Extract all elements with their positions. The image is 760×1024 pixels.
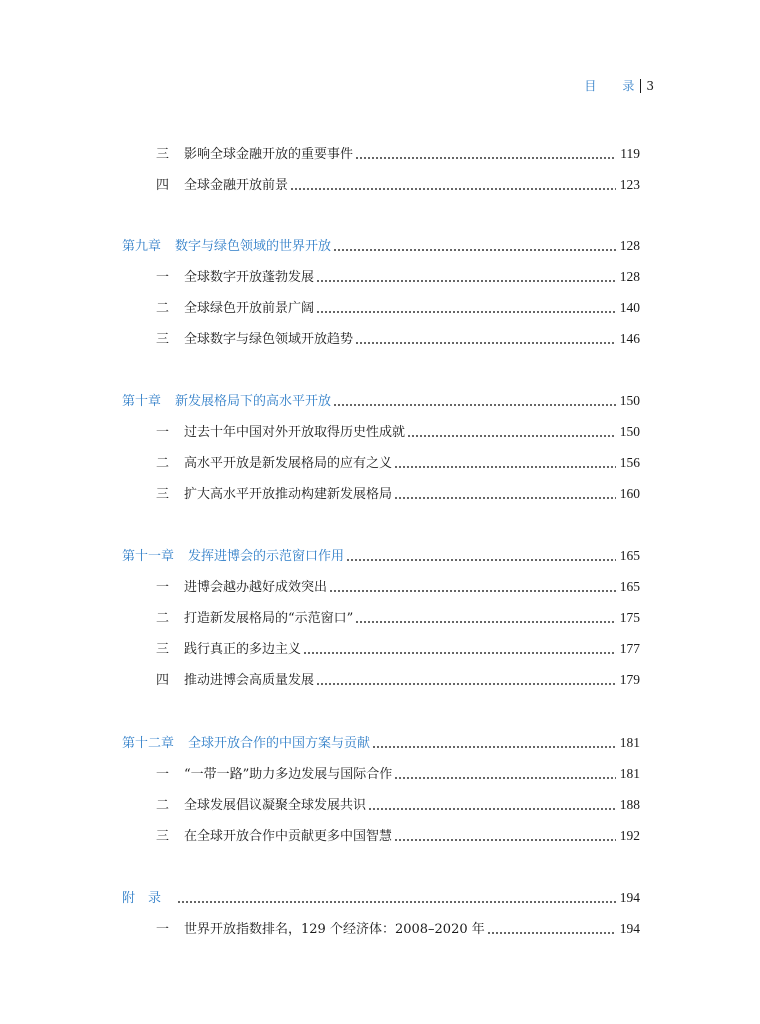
toc-section-entry[interactable] bbox=[122, 484, 640, 504]
toc-entry-page: 150 bbox=[619, 424, 640, 439]
toc-section-entry[interactable] bbox=[122, 144, 640, 164]
dot-leader bbox=[355, 156, 616, 160]
toc-entry-number: 二 bbox=[156, 456, 170, 471]
toc-section-entry[interactable] bbox=[122, 329, 640, 349]
toc-entry-page: 140 bbox=[619, 300, 640, 315]
toc-entry-number: 第九章 bbox=[122, 239, 162, 254]
toc-entry-title: “一带一路”助力多边发展与国际合作 bbox=[184, 767, 393, 782]
dot-leader bbox=[303, 651, 616, 655]
toc-section-entry[interactable] bbox=[122, 298, 640, 318]
toc-chapter-entry[interactable] bbox=[122, 546, 640, 566]
toc-entry-number: 一 bbox=[156, 767, 170, 782]
dot-leader bbox=[316, 682, 616, 686]
toc-entry-page: 128 bbox=[619, 238, 640, 253]
toc-entry-page: 194 bbox=[619, 890, 640, 905]
toc-entry-page: 165 bbox=[619, 579, 640, 594]
toc-entry-title: 打造新发展格局的“示范窗口” bbox=[184, 611, 354, 626]
toc-entry-page: 181 bbox=[619, 735, 640, 750]
toc-chapter-entry[interactable] bbox=[122, 391, 640, 411]
toc-chapter-entry[interactable] bbox=[122, 888, 640, 908]
toc-entry-number: 三 bbox=[156, 829, 170, 844]
toc-entry-number: 一 bbox=[156, 580, 170, 595]
toc-entry-page: 165 bbox=[619, 548, 640, 563]
toc-entry-page: 179 bbox=[619, 672, 640, 687]
toc-entry-number: 三 bbox=[156, 332, 170, 347]
toc-entry-number: 二 bbox=[156, 798, 170, 813]
toc-entry-number: 附 录 bbox=[122, 891, 162, 906]
toc-section-entry[interactable] bbox=[122, 175, 640, 195]
toc-entry-page: 177 bbox=[619, 641, 640, 656]
toc-entry-title: 全球数字与绿色领域开放趋势 bbox=[184, 332, 354, 347]
dot-leader bbox=[333, 248, 616, 252]
toc-entry-title: 扩大高水平开放推动构建新发展格局 bbox=[184, 487, 393, 502]
toc-entry-title: 践行真正的多边主义 bbox=[184, 642, 302, 657]
toc-entry-title: 全球开放合作的中国方案与贡献 bbox=[188, 736, 371, 751]
toc-entry-title: 全球绿色开放前景广阔 bbox=[184, 301, 315, 316]
dot-leader bbox=[368, 807, 616, 811]
dot-leader bbox=[177, 900, 616, 904]
dot-leader bbox=[394, 465, 616, 469]
toc-entry-title: 发挥进博会的示范窗口作用 bbox=[188, 549, 345, 564]
toc-entry-page: 160 bbox=[619, 486, 640, 501]
toc-section-entry[interactable] bbox=[122, 422, 640, 442]
toc-entry-page: 146 bbox=[619, 331, 640, 346]
toc-entry-page: 192 bbox=[619, 828, 640, 843]
toc-entry-number: 第十一章 bbox=[122, 549, 175, 564]
toc-entry-title: 新发展格局下的高水平开放 bbox=[175, 394, 332, 409]
dot-leader bbox=[316, 310, 616, 314]
toc-entry-page: 150 bbox=[619, 393, 640, 408]
toc-section-entry[interactable] bbox=[122, 577, 640, 597]
toc-section-entry[interactable] bbox=[122, 267, 640, 287]
toc-entry-number: 第十章 bbox=[122, 394, 162, 409]
toc-section-entry[interactable] bbox=[122, 795, 640, 815]
toc-chapter-entry[interactable] bbox=[122, 236, 640, 256]
toc-entry-number: 三 bbox=[156, 147, 170, 162]
toc-entry-number: 一 bbox=[156, 922, 170, 937]
toc-section-entry[interactable] bbox=[122, 764, 640, 784]
toc-section-entry[interactable] bbox=[122, 453, 640, 473]
dot-leader bbox=[355, 341, 616, 345]
toc-entry-number: 四 bbox=[156, 178, 170, 193]
dot-leader bbox=[346, 558, 616, 562]
toc-entry-title: 数字与绿色领域的世界开放 bbox=[175, 239, 332, 254]
dot-leader bbox=[355, 620, 615, 624]
toc-entry-title: 进博会越办越好成效突出 bbox=[184, 580, 328, 595]
toc-entry-page: 119 bbox=[620, 146, 640, 161]
toc-entry-title: 全球发展倡议凝聚全球发展共识 bbox=[184, 798, 367, 813]
header-page-number: 3 bbox=[646, 78, 654, 93]
header-section-label: 目 录 bbox=[584, 79, 635, 93]
toc-section-entry[interactable] bbox=[122, 826, 640, 846]
running-header bbox=[584, 77, 654, 94]
dot-leader bbox=[394, 496, 616, 500]
toc-entry-number: 一 bbox=[156, 270, 170, 285]
dot-leader bbox=[329, 589, 616, 593]
toc-entry-number: 三 bbox=[156, 642, 170, 657]
dot-leader bbox=[316, 279, 616, 283]
dot-leader bbox=[333, 403, 616, 407]
dot-leader bbox=[407, 434, 616, 438]
toc-section-entry[interactable] bbox=[122, 670, 640, 690]
toc-section-entry[interactable] bbox=[122, 608, 640, 628]
toc-entry-title: 世界开放指数排名，129 个经济体：2008–2020 年 bbox=[184, 922, 485, 937]
toc-entry-page: 156 bbox=[619, 455, 640, 470]
dot-leader bbox=[394, 838, 616, 842]
toc-entry-page: 128 bbox=[619, 269, 640, 284]
toc-entry-page: 194 bbox=[619, 921, 640, 936]
toc-entry-number: 三 bbox=[156, 487, 170, 502]
toc-entry-page: 175 bbox=[619, 610, 640, 625]
toc-entry-title: 在全球开放合作中贡献更多中国智慧 bbox=[184, 829, 393, 844]
dot-leader bbox=[290, 187, 616, 191]
dot-leader bbox=[487, 931, 616, 935]
toc-entry-title: 影响全球金融开放的重要事件 bbox=[184, 147, 354, 162]
toc-entry-number: 二 bbox=[156, 611, 170, 626]
toc-entry-title: 全球数字开放蓬勃发展 bbox=[184, 270, 315, 285]
toc-entry-title: 过去十年中国对外开放取得历史性成就 bbox=[184, 425, 406, 440]
toc-entry-title: 推动进博会高质量发展 bbox=[184, 673, 315, 688]
header-divider bbox=[640, 79, 641, 93]
toc-entry-title: 全球金融开放前景 bbox=[184, 178, 289, 193]
toc-entry-page: 123 bbox=[619, 177, 640, 192]
toc-section-entry[interactable] bbox=[122, 919, 640, 939]
toc-entry-number: 第十二章 bbox=[122, 736, 175, 751]
dot-leader bbox=[394, 776, 615, 780]
toc-section-entry[interactable] bbox=[122, 639, 640, 659]
dot-leader bbox=[372, 745, 616, 749]
toc-entry-page: 181 bbox=[619, 766, 640, 781]
toc-entry-title: 高水平开放是新发展格局的应有之义 bbox=[184, 456, 393, 471]
toc-entry-number: 二 bbox=[156, 301, 170, 316]
toc-entry-number: 四 bbox=[156, 673, 170, 688]
toc-entry-page: 188 bbox=[619, 797, 640, 812]
toc-entry-number: 一 bbox=[156, 425, 170, 440]
toc-chapter-entry[interactable] bbox=[122, 733, 640, 753]
